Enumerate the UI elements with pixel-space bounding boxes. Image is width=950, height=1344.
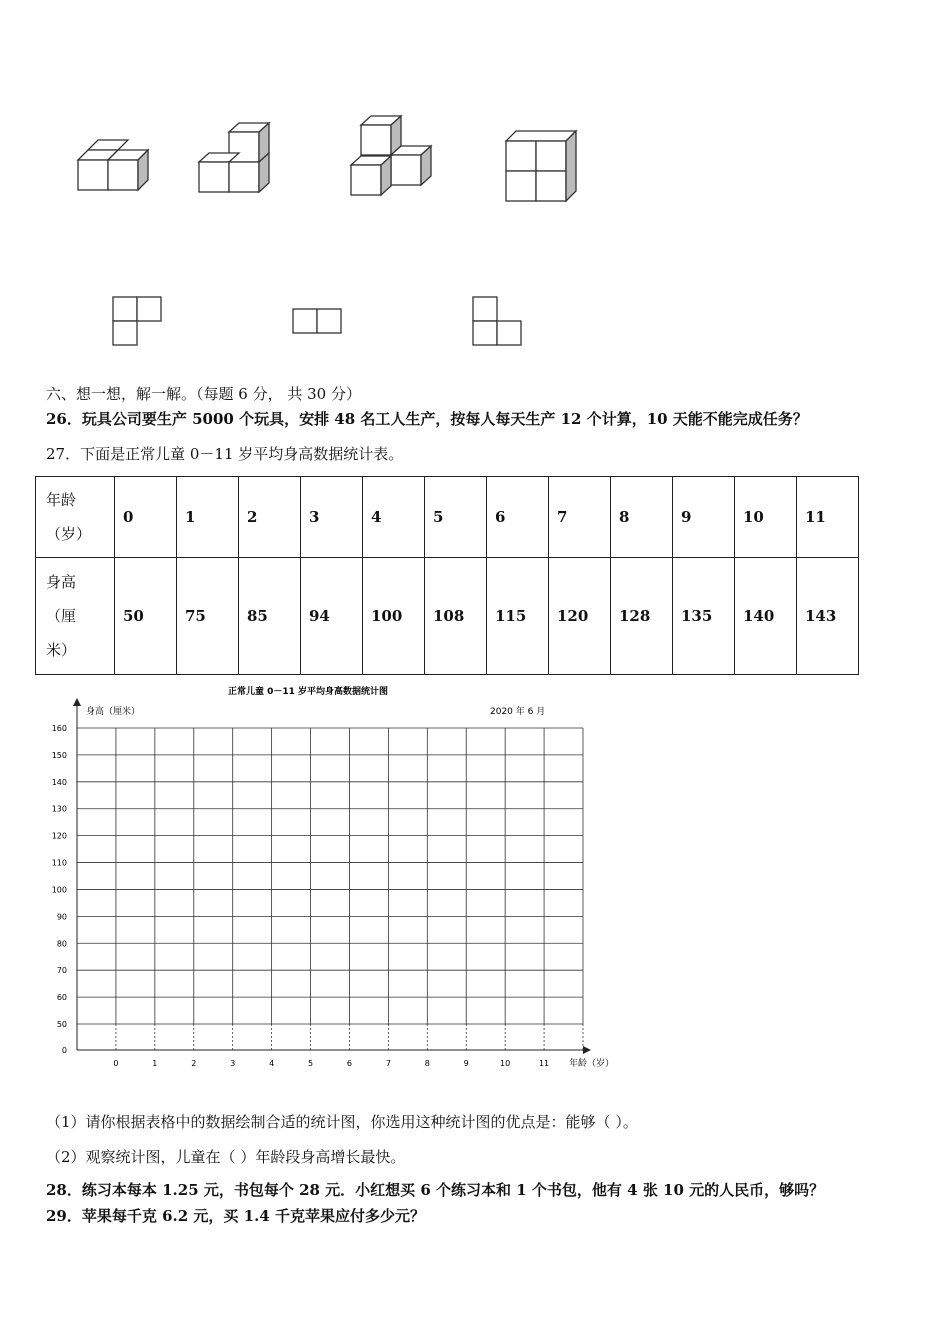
y-tick-label: 160 [51, 724, 67, 733]
y-tick-label: 60 [56, 993, 67, 1003]
height-cell: 128 [611, 558, 673, 675]
age-cell: 7 [549, 477, 611, 558]
height-cell: 140 [735, 558, 797, 675]
chart-date: 2020 年 6 月 [490, 707, 546, 717]
cube-figure-2 [199, 123, 269, 192]
height-cell: 120 [549, 558, 611, 675]
y-axis-arrow [73, 698, 81, 706]
x-axis-arrow [583, 1046, 591, 1054]
age-cell: 0 [115, 477, 177, 558]
chart-y-ticks [52, 724, 67, 1055]
age-cell: 4 [363, 477, 425, 558]
height-chart [0, 680, 650, 1080]
question-27-sub2: （2）观察统计图，儿童在（ ）年龄段身高增长最快。 [46, 1148, 406, 1166]
cube-figure-3 [351, 116, 431, 195]
height-cell: 75 [177, 558, 239, 675]
view-shape-1 [113, 297, 161, 345]
y-tick-label: 150 [51, 750, 67, 760]
age-cell: 5 [425, 477, 487, 558]
age-cell: 10 [735, 477, 797, 558]
cube-figures [0, 110, 950, 360]
chart-axes [73, 698, 591, 1054]
view-shape-3 [473, 297, 521, 345]
x-tick-label: 4 [269, 1059, 275, 1068]
cube-figure-1 [78, 140, 148, 190]
age-cell: 8 [611, 477, 673, 558]
chart-x-ticks [113, 1059, 549, 1068]
section-heading: 六、想一想，解一解。（每题 6 分， 共 30 分） [46, 385, 361, 403]
x-tick-label: 11 [538, 1059, 550, 1068]
x-tick-label: 9 [463, 1059, 469, 1068]
y-tick-label: 70 [56, 966, 67, 976]
height-cell: 94 [301, 558, 363, 675]
x-tick-label: 0 [113, 1059, 119, 1068]
height-header: 身高 （厘 米） [36, 558, 115, 675]
y-tick-label: 100 [51, 885, 67, 895]
x-tick-label: 10 [500, 1059, 511, 1068]
age-header: 年龄 （岁） [36, 477, 115, 558]
table-row-height [36, 558, 859, 675]
height-cell: 135 [673, 558, 735, 675]
question-28: 28．练习本每本 1.25 元，书包每个 28 元．小红想买 6 个练习本和 1 个书包，他有 4 张 10 元的人民币，够吗？ [46, 1181, 825, 1199]
y-tick-label: 130 [51, 804, 67, 814]
age-cell: 11 [797, 477, 859, 558]
x-tick-label: 6 [346, 1059, 353, 1068]
x-tick-label: 5 [307, 1059, 314, 1068]
height-cell: 50 [115, 558, 177, 675]
y-tick-label: 90 [56, 912, 67, 922]
age-cell: 3 [301, 477, 363, 558]
y-tick-label: 140 [51, 777, 67, 787]
age-cell: 6 [487, 477, 549, 558]
y-tick-label: 120 [51, 831, 67, 841]
question-29: 29．苹果每千克 6.2 元，买 1.4 千克苹果应付多少元？ [46, 1207, 425, 1225]
age-cell: 9 [673, 477, 735, 558]
x-tick-label: 8 [424, 1059, 430, 1068]
y-tick-label: 0 [61, 1046, 67, 1055]
question-27: 27．下面是正常儿童 0－11 岁平均身高数据统计表。 [46, 445, 404, 463]
x-tick-label: 3 [230, 1059, 236, 1068]
height-cell: 143 [797, 558, 859, 675]
chart-y-axis-label: 身高（厘米） [86, 707, 141, 717]
x-tick-label: 7 [385, 1059, 391, 1068]
chart-x-axis-label: 年龄（岁） [569, 1059, 615, 1069]
view-shape-2 [293, 309, 341, 333]
y-tick-label: 50 [56, 1020, 67, 1029]
chart-title: 正常儿童 0－11 岁平均身高数据统计图 [227, 687, 389, 697]
height-data-table [35, 476, 859, 675]
height-cell: 115 [487, 558, 549, 675]
age-cell: 2 [239, 477, 301, 558]
y-tick-label: 80 [56, 939, 67, 949]
cube-figure-4 [506, 131, 576, 201]
height-cell: 85 [239, 558, 301, 675]
height-cell: 100 [363, 558, 425, 675]
height-cell: 108 [425, 558, 487, 675]
table-row-age [36, 477, 859, 558]
x-tick-label: 1 [152, 1059, 158, 1068]
y-tick-label: 110 [51, 858, 67, 868]
chart-grid [77, 728, 583, 1050]
question-26: 26．玩具公司要生产 5000 个玩具，安排 48 名工人生产，按每人每天生产 12 个计算，10 天能不能完成任务？ [46, 410, 808, 428]
age-cell: 1 [177, 477, 239, 558]
x-tick-label: 2 [191, 1059, 197, 1068]
question-27-sub1: （1）请你根据表格中的数据绘制合适的统计图，你选用这种统计图的优点是：能够（ ）。 [46, 1113, 638, 1131]
